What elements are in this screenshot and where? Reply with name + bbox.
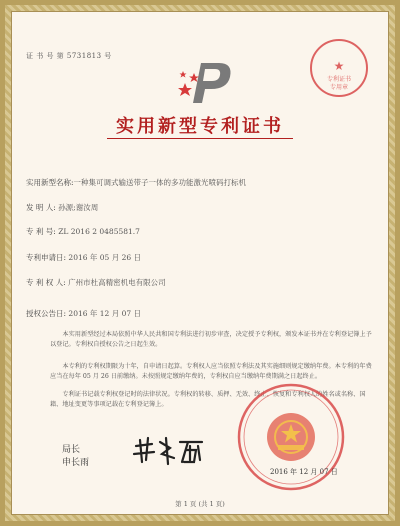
field-value: 孙源;谢汝周 <box>58 203 99 212</box>
top-seal-stamp <box>310 39 368 97</box>
field-label: 专 利 权 人: <box>26 278 66 287</box>
director-title: 局长 <box>62 445 81 455</box>
field-value: ZL 2016 2 0485581.7 <box>58 227 140 236</box>
certificate-title: 实用新型专利证书 <box>116 116 284 137</box>
director-name: 申长雨 <box>62 458 90 468</box>
field-label: 实用新型名称: <box>26 178 74 187</box>
patent-number-row <box>26 226 140 237</box>
patentee-row <box>26 277 166 288</box>
handwritten-signature <box>130 432 210 468</box>
page-number: 第 1 页 (共 1 页) <box>175 500 225 508</box>
filing-date-row <box>26 252 141 263</box>
grant-date-row <box>26 308 141 319</box>
body-paragraph-3: 专利证书记载专利权登记时的法律状况。专利权的转移、质押、无效、终止、恢复和专利权人的姓名或名称、国籍、地址变更等事项记载在专利登记簿上。 <box>50 391 366 408</box>
body-paragraph-1: 本实用新型经过本局依照中华人民共和国专利法进行初步审查，决定授予专利权，颁发本证书并在专利登记簿上予以登记。专利权自授权公告之日起生效。 <box>50 331 372 348</box>
field-value: 一种集可调式输送带子一体的多功能激光喷码打标机 <box>73 178 247 187</box>
seal-text: 专利证书 <box>326 76 351 83</box>
field-label: 发 明 人: <box>26 203 56 212</box>
utility-model-name-row <box>26 177 246 188</box>
body-paragraph-2: 本专利的专利权期限为十年，自申请日起算。专利权人应当依照专利法及其实施细则规定缴纳年费。本专利的年费应当在每年 05 月 26 日前缴纳。未按照规定缴纳年费的，专利权自应当缴纳年费期满之日起终止。 <box>50 363 372 380</box>
certificate-paper <box>11 11 389 515</box>
field-value: 2016 年 05 月 26 日 <box>68 253 142 262</box>
inventor-row <box>26 202 98 213</box>
field-label: 授权公告日: <box>26 309 67 318</box>
field-label: 专 利 号: <box>26 227 56 236</box>
field-value: 2016 年 12 月 07 日 <box>68 309 142 318</box>
field-value: 广州市杜高精密机电有限公司 <box>68 278 166 287</box>
field-label: 专利申请日: <box>26 253 67 262</box>
patent-office-logo-icon <box>175 53 239 111</box>
issue-date: 2016 年 12 月 07 日 <box>270 468 338 476</box>
certificate-number: 证 书 号 第 5731813 号 <box>26 52 112 60</box>
seal-text: 专用章 <box>329 84 348 91</box>
title-divider <box>107 138 293 139</box>
seal-star-icon: ★ <box>333 59 345 73</box>
frame-pattern <box>5 5 395 521</box>
